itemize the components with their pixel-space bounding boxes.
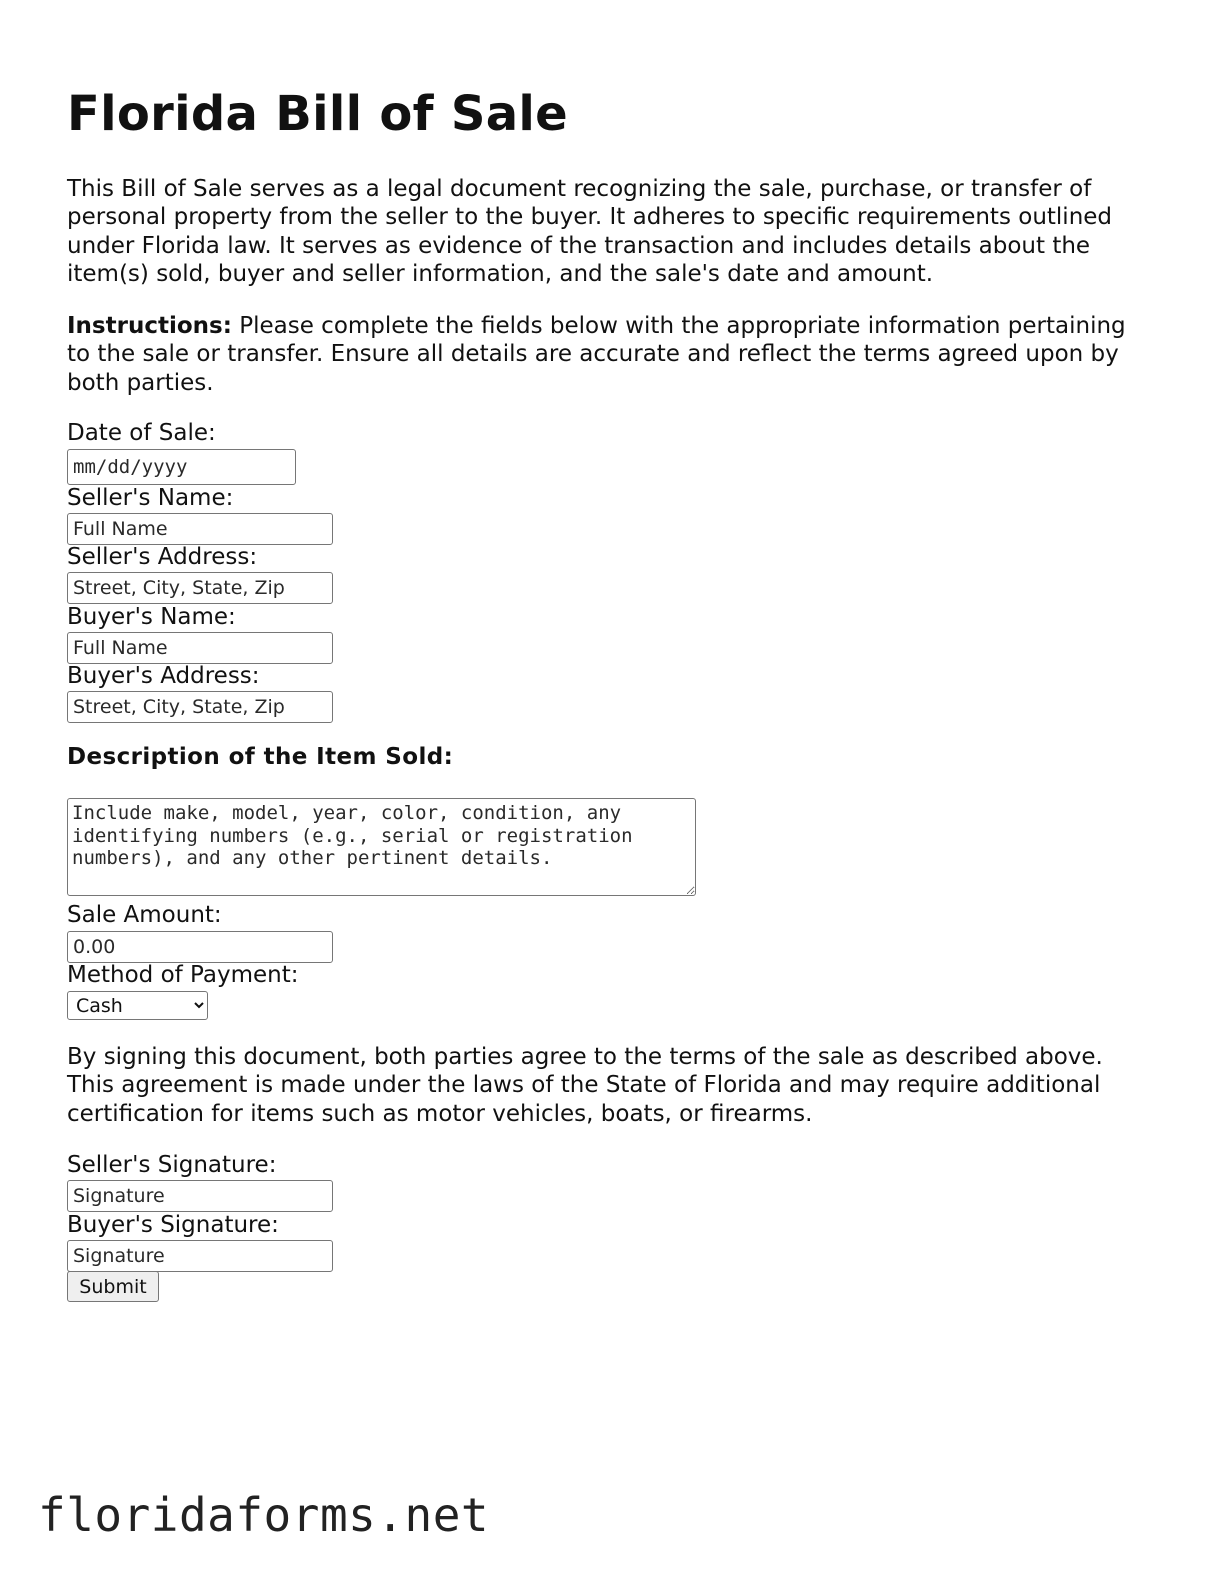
- buyer-name-field[interactable]: [67, 632, 333, 664]
- buyer-signature-field[interactable]: [67, 1240, 333, 1272]
- item-description-field[interactable]: [67, 798, 696, 896]
- date-of-sale-field[interactable]: [67, 449, 296, 485]
- seller-name-field[interactable]: [67, 513, 333, 545]
- buyer-name-label: Buyer's Name:: [67, 604, 236, 630]
- page-title: Florida Bill of Sale: [67, 86, 568, 142]
- buyer-address-label: Buyer's Address:: [67, 663, 260, 689]
- watermark-text: floridaforms.net: [38, 1488, 490, 1542]
- instructions-paragraph: [67, 312, 1127, 397]
- instructions-text: Please complete the fields below with the appropriate information pertaining to the sale or transfer. Ensure all details are accurate and reflect the terms agreed upon by both parties.: [67, 313, 1126, 396]
- instructions-lead: Instructions:: [67, 313, 232, 339]
- sale-amount-field[interactable]: [67, 931, 333, 963]
- seller-signature-label: Seller's Signature:: [67, 1152, 277, 1178]
- payment-method-label: Method of Payment:: [67, 962, 299, 988]
- seller-name-label: Seller's Name:: [67, 485, 234, 511]
- agreement-paragraph: By signing this document, both parties agree to the terms of the sale as described above. This agreement is made under the laws of the State of Florida and may require additional certification for items such as motor vehicles, boats, or firearms.: [67, 1044, 1103, 1127]
- intro-paragraph: This Bill of Sale serves as a legal document recognizing the sale, purchase, or transfer of personal property from the seller to the buyer. It adheres to specific requirements outlined under Florida law. It serves as evidence of the transaction and includes details about the item(s) sold, buyer and seller information, and the sale's date and amount.: [67, 176, 1113, 288]
- seller-address-label: Seller's Address:: [67, 544, 258, 570]
- payment-method-select[interactable]: [67, 991, 208, 1020]
- buyer-address-field[interactable]: [67, 691, 333, 723]
- date-of-sale-label: Date of Sale:: [67, 420, 216, 446]
- buyer-signature-label: Buyer's Signature:: [67, 1212, 279, 1238]
- sale-amount-label: Sale Amount:: [67, 902, 222, 928]
- seller-address-field[interactable]: [67, 572, 333, 604]
- seller-signature-field[interactable]: [67, 1180, 333, 1212]
- description-heading: Description of the Item Sold:: [67, 744, 454, 770]
- submit-button[interactable]: Submit: [67, 1271, 159, 1302]
